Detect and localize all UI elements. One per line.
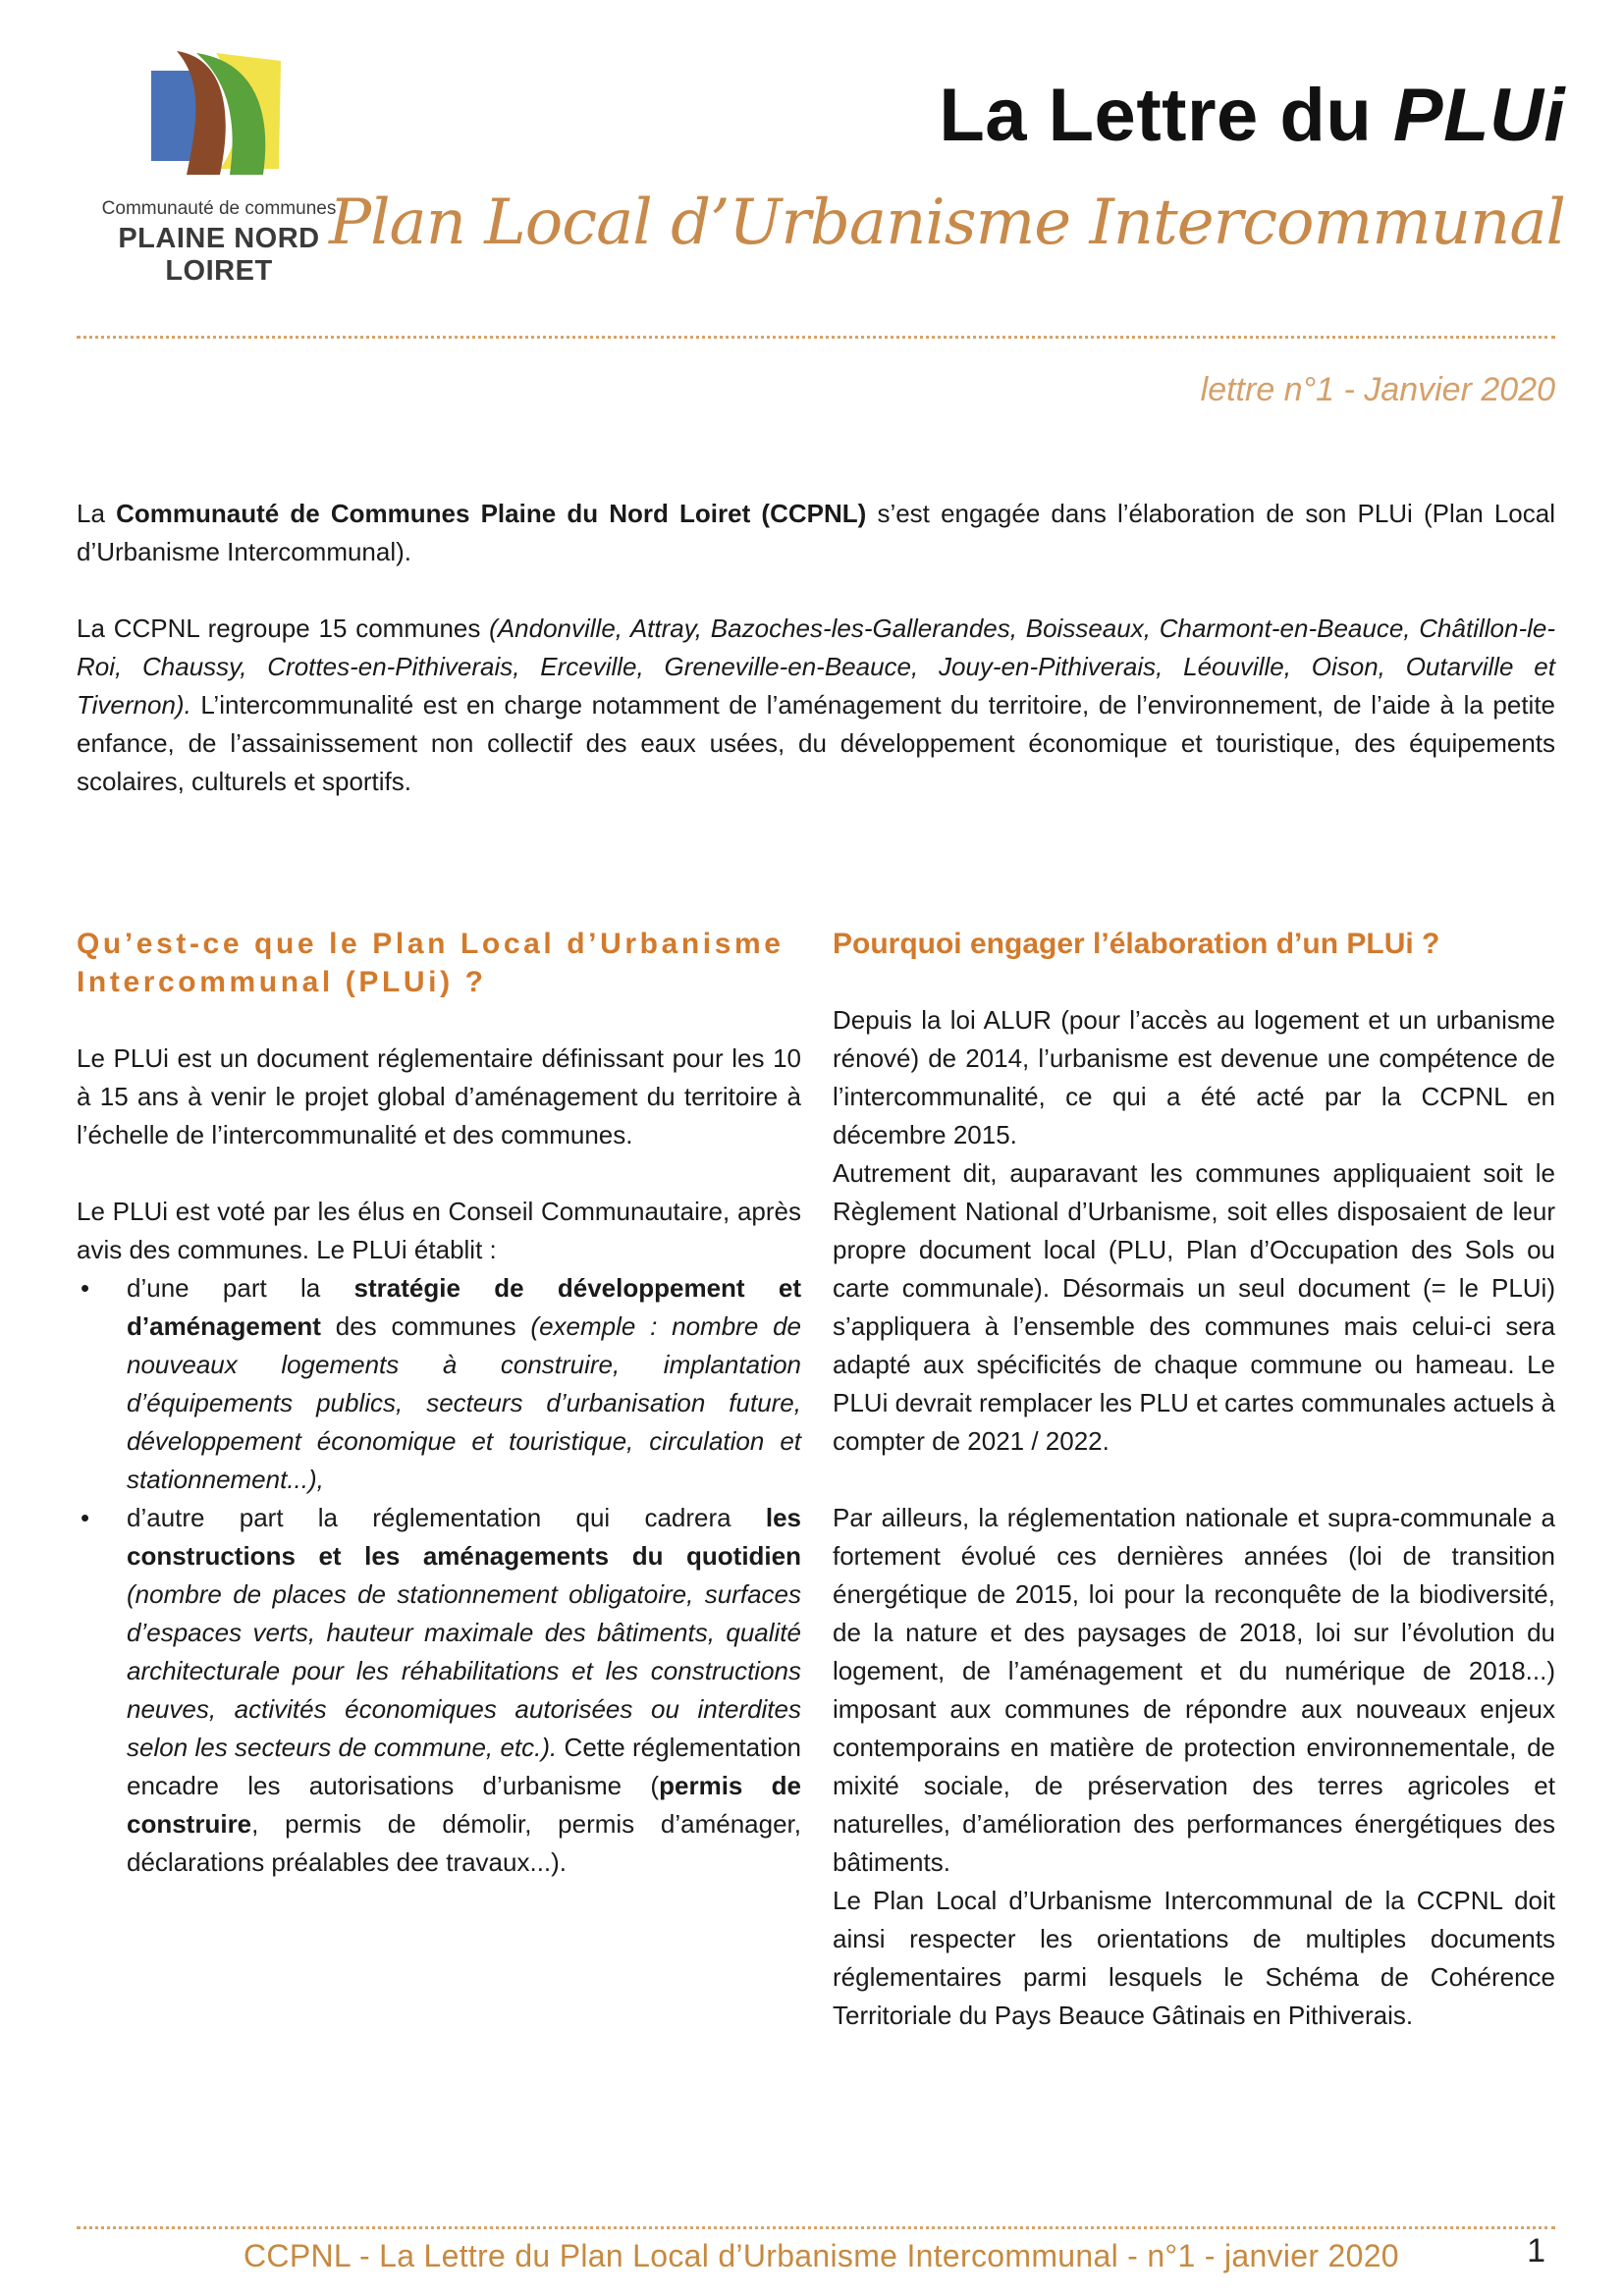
intro-p2-communes-list: (Andonville, Attray, Bazoches-les-Gallerandes, Boisseaux, Charmont-en-Beauce, Châtillon-le-Roi, Chaussy, Crottes-en-Pithiverais, Erceville, Greneville-en-Beauce, Jouy-en-Pithiverais, Léouville, Oison, Outarville et Tivernon). (77, 614, 1556, 720)
intro-p1-text-b: s’est engagée dans l’élaboration de son PLUi (Plan Local d’Urbanisme Intercommunal). (77, 499, 1555, 566)
intro-paragraph-1 (77, 495, 1555, 571)
bullet2-bold-a: les constructions et les aménagements du quotidien (127, 1503, 801, 1571)
right-paragraph-2: Autrement dit, auparavant les communes appliquaient soit le Règlement National d’Urbanisme, soit elles disposaient de leur propre document local (PLU, Plan d’Occupation des Sols ou carte communale). Désormais un seul document (= le PLUi) s’appliquera à l’ensemble des communes mais celui-ci sera adapté aux spécificités de chaque commune ou hameau. Le PLUi devrait remplacer les PLU et cartes communales actuels à compter de 2021 / 2022. (833, 1158, 1555, 1456)
page-title (939, 73, 1565, 158)
left-section-heading: Qu’est-ce que le Plan Local d’Urbanisme Intercommunal (PLUi) ? (77, 928, 785, 998)
intro-p2-text-a: La CCPNL regroupe 15 communes (77, 614, 490, 643)
bullet1-text-b: des communes (320, 1311, 531, 1341)
bullet1-text-a: d’une part la (127, 1273, 354, 1303)
footer-text: CCPNL - La Lettre du Plan Local d’Urbanisme Intercommunal - n°1 - janvier 2020 (244, 2238, 1399, 2273)
intro-p1-text-a: La (77, 499, 117, 528)
footer-divider (77, 2226, 1555, 2229)
right-paragraph-1: Depuis la loi ALUR (pour l’accès au logement et un urbanisme rénové) de 2014, l’urbanisme est devenue une compétence de l’intercommunalité, ce qui a été acté par la CCPNL en décembre 2015. (833, 1005, 1555, 1149)
bullet2-text-c: , permis de démolir, permis d’aménager, déclarations préalables dee travaux...). (127, 1809, 801, 1877)
logo-text-line2: PLAINE NORD LOIRET (118, 223, 320, 287)
page-subtitle: Plan Local d’Urbanisme Intercommunal (329, 187, 1565, 259)
page-title-main: La Lettre du (939, 74, 1393, 157)
bullet2-italic: (nombre de places de stationnement obligatoire, surfaces d’espaces verts, hauteur maximale des bâtiments, qualité architecturale pour les réhabilitations et les constructions neuves, activités économiques autorisées ou interdites selon les secteurs de commune, etc.). (127, 1579, 801, 1762)
header-divider (77, 336, 1555, 339)
right-paragraph-3: Par ailleurs, la réglementation nationale et supra-communale a fortement évolué ces dernières années (loi de transition énergétique de 2015, loi pour la reconquête de la biodiversité, de la nature et des paysages de 2018, loi sur l’évolution du logement, de l’aménagement et du numérique de 2018...) imposant aux communes de répondre aux nouveaux enjeux contemporains en matière de protection environnementale, de mixité sociale, de préservation des terres agricoles et naturelles, d’amélioration des performances énergétiques des bâtiments. (833, 1503, 1555, 1877)
footer (77, 2232, 1555, 2277)
right-section-heading: Pourquoi engager l’élaboration d’un PLUi ? (833, 928, 1440, 960)
page-number: 1 (1527, 2232, 1545, 2269)
page-title-emphasis: PLUi (1392, 74, 1565, 157)
left-paragraph-2: Le PLUi est voté par les élus en Conseil Communautaire, après avis des communes. Le PLUi établit : (77, 1197, 801, 1264)
left-column (77, 925, 801, 1882)
issue-label: lettre n°1 - Janvier 2020 (1200, 371, 1555, 408)
left-paragraph-1: Le PLUi est un document réglementaire définissant pour les 10 à 15 ans à venir le projet global d’aménagement du territoire à l’échelle de l’intercommunalité et des communes. (77, 1043, 801, 1149)
logo (77, 51, 361, 287)
intro-section (77, 495, 1555, 801)
bullet2-bold-b: permis de construire (127, 1771, 802, 1839)
intro-p2-text-b: L’intercommunalité est en charge notamment de l’aménagement du territoire, de l’environnement, de l’aide à la petite enfance, de l’assainissement non collectif des eaux usées, du développement économique et touristique, des équipements scolaires, culturels et sportifs. (77, 690, 1555, 796)
bullet-item-1 (77, 1269, 801, 1499)
bullet-item-2 (77, 1499, 801, 1882)
intro-p1-bold: Communauté de Communes Plaine du Nord Loiret (CCPNL) (116, 499, 867, 528)
logo-graphic (147, 51, 285, 179)
right-column (833, 925, 1555, 2035)
intro-paragraph-2 (77, 610, 1555, 801)
bullet2-text-a: d’autre part la réglementation qui cadrera (127, 1503, 766, 1532)
bullet2-text-b: Cette réglementation encadre les autorisations d’urbanisme ( (127, 1733, 801, 1800)
left-bullet-list (77, 1269, 801, 1882)
bullet1-bold: stratégie de développement et d’aménagement (127, 1273, 801, 1341)
bullet1-italic: (exemple : nombre de nouveaux logements à construire, implantation d’équipements publics, secteurs d’urbanisation future, développement économique et touristique, circulation et stationnement...), (127, 1311, 802, 1494)
right-paragraph-4: Le Plan Local d’Urbanisme Intercommunal de la CCPNL doit ainsi respecter les orientations de multiples documents réglementaires parmi lesquels le Schéma de Cohérence Territoriale du Pays Beauce Gâtinais en Pithiverais. (833, 1886, 1555, 2030)
logo-text-line1: Communauté de communes (101, 198, 337, 219)
